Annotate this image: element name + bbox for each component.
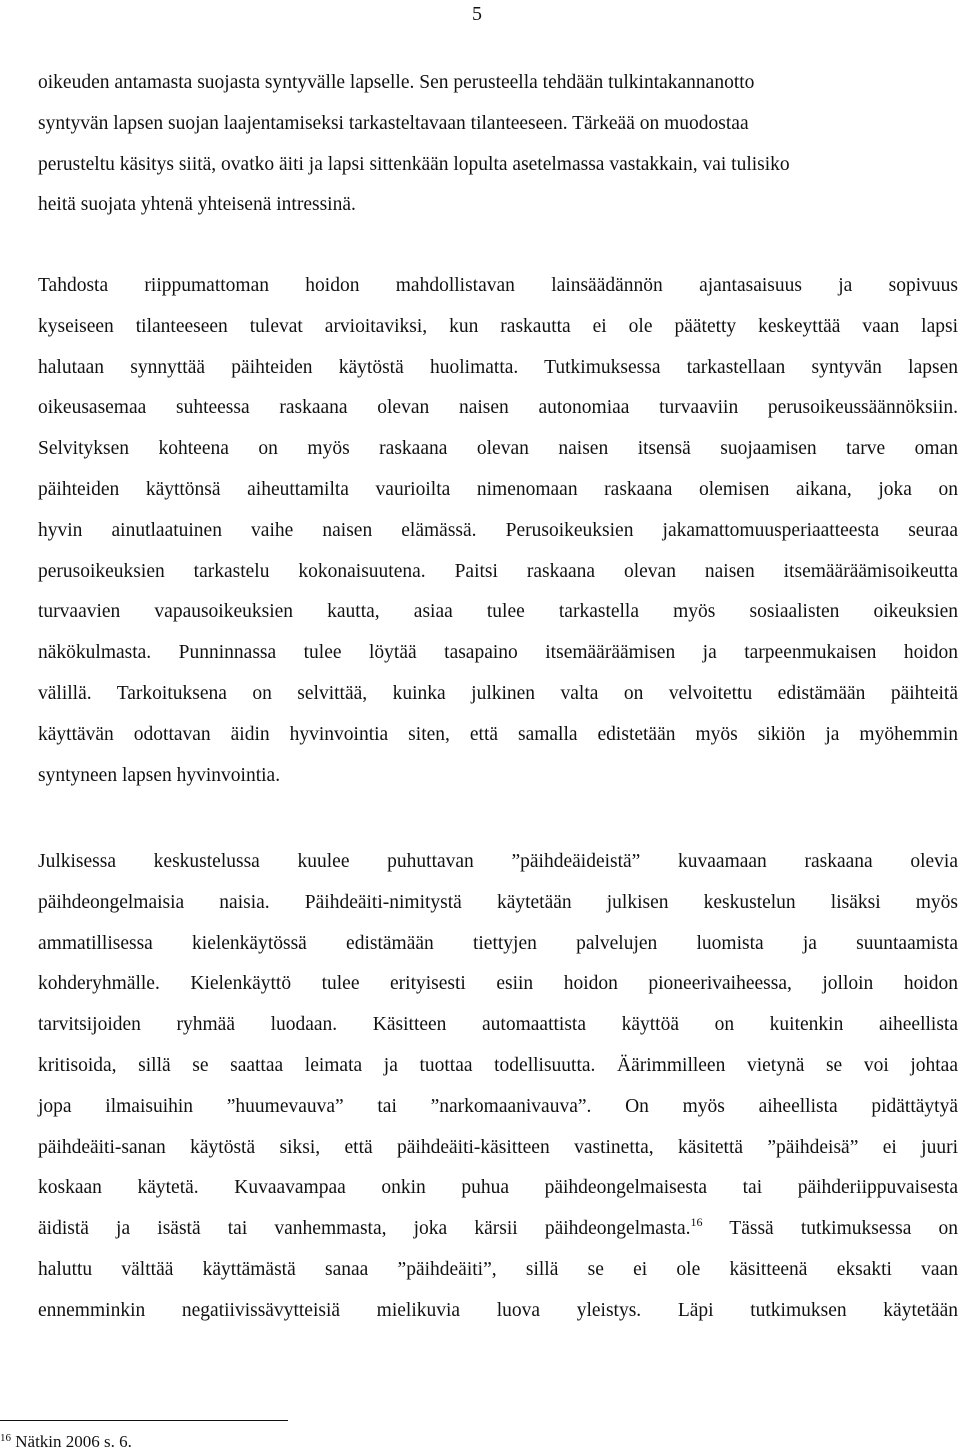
- paragraph-line: heitä suojata yhtenä yhteisenä intressinä.: [38, 194, 356, 216]
- footnote-divider: [0, 1420, 288, 1421]
- paragraph-2: [38, 266, 958, 796]
- paragraph-line: välillä. Tarkoituksena on selvittää, kuinka julkinen valta on velvoitettu edistämään päihteitä: [38, 682, 958, 704]
- paragraph-line: oikeusasemaa suhteessa raskaana olevan naisen autonomiaa turvaaviin perusoikeussäännöksiin.: [38, 397, 958, 419]
- paragraph-line: ammatillisessa kielenkäytössä edistämään tiettyjen palvelujen luomista ja suuntaamista: [38, 932, 958, 954]
- paragraph-line: turvaavien vapausoikeuksien kautta, asiaa tulee tarkastella myös sosiaalisten oikeuksien: [38, 601, 958, 623]
- paragraph-line: Tahdosta riippumattoman hoidon mahdollistavan lainsäädännön ajantasaisuus ja sopivuus: [38, 275, 958, 296]
- paragraph-line: perusteltu käsitys siitä, ovatko äiti ja lapsi sittenkään lopulta asetelmassa vastakkain, vai tulisiko: [38, 153, 790, 175]
- paragraph-line: kohderyhmälle. Kielenkäyttö tulee erityisesti esiin hoidon pioneerivaiheessa, jolloin hoidon: [38, 973, 958, 995]
- footnote-text: Nätkin 2006 s. 6.: [11, 1432, 132, 1451]
- line-text-after-footnote-ref: Tässä tutkimuksessa on: [702, 1218, 958, 1240]
- paragraph-line: tarvitsijoiden ryhmää luodaan. Käsitteen automaattista käyttöä on kuitenkin aiheellista: [38, 1014, 958, 1036]
- paragraph-line: syntyvän lapsen suojan laajentamiseksi tarkasteltavaan tilanteeseen. Tärkeää on muodostaa: [38, 112, 749, 134]
- paragraph-line: ennemminkin negatiivissävytteisiä mielikuvia luova yleistys. Läpi tutkimuksen käytetään: [38, 1299, 958, 1321]
- footnote-reference: 16: [690, 1215, 703, 1230]
- paragraph-line: päihteiden käyttönsä aiheuttamilta vaurioilta nimenomaan raskaana olemisen aikana, joka on: [38, 478, 958, 500]
- paragraph-line: näkökulmasta. Punninnassa tulee löytää tasapaino itsemääräämisen ja tarpeenmukaisen hoidon: [38, 642, 958, 664]
- paragraph-line-with-footnote-ref: [38, 1209, 958, 1250]
- paragraph-line: käyttävän odottavan äidin hyvinvointia siten, että samalla edistetään myös sikiön ja myöhemmin: [38, 723, 958, 745]
- paragraph-line: halutaan synnyttää päihteiden käytöstä huolimatta. Tutkimuksessa tarkastellaan syntyvän lapsen: [38, 356, 958, 378]
- paragraph-1: [38, 63, 958, 226]
- paragraph-line: koskaan käytetä. Kuvaavampaa onkin puhua päihdeongelmaisesta tai päihderiippuvaisesta: [38, 1177, 958, 1199]
- paragraph-line: hyvin ainutlaatuinen vaihe naisen elämässä. Perusoikeuksien jakamattomuusperiaatteesta seuraa: [38, 519, 958, 541]
- paragraph-line: kyseiseen tilanteeseen tulevat arvioitaviksi, kun raskautta ei ole päätetty keskeyttää vaan lapsi: [38, 315, 958, 337]
- paragraph-line: päihdeäiti-sanan käytöstä siksi, että päihdeäiti-käsitteen vastinetta, käsitettä ”päihdeisä” ei juuri: [38, 1136, 958, 1158]
- footnote: [0, 1431, 132, 1453]
- paragraph-3: [38, 842, 958, 1332]
- paragraph-line: kritisoida, sillä se saattaa leimata ja tuottaa todellisuutta. Äärimmilleen vietynä se voi johtaa: [38, 1054, 958, 1076]
- paragraph-line: Selvityksen kohteena on myös raskaana olevan naisen itsensä suojaamisen tarve oman: [38, 438, 958, 460]
- line-text-before-footnote-ref: äidistä ja isästä tai vanhemmasta, joka kärsii päihdeongelmasta.: [38, 1218, 691, 1240]
- paragraph-line: haluttu välttää käyttämästä sanaa ”päihdeäiti”, sillä se ei ole käsitteenä eksakti vaan: [38, 1258, 958, 1280]
- paragraph-line: syntyneen lapsen hyvinvointia.: [38, 764, 281, 786]
- page-number: 5: [472, 3, 482, 25]
- paragraph-line: jopa ilmaisuihin ”huumevauva” tai ”narkomaanivauva”. On myös aiheellista pidättäytyä: [38, 1095, 958, 1117]
- paragraph-line: Julkisessa keskustelussa kuulee puhuttavan ”päihdeäideistä” kuvaamaan raskaana olevia: [38, 851, 958, 872]
- footnote-number: 16: [0, 1432, 11, 1444]
- paragraph-line: päihdeongelmaisia naisia. Päihdeäiti-nimitystä käytetään julkisen keskustelun lisäksi myös: [38, 891, 958, 913]
- paragraph-line: oikeuden antamasta suojasta syntyvälle lapselle. Sen perusteella tehdään tulkintakannanotto: [38, 72, 755, 93]
- paragraph-line: perusoikeuksien tarkastelu kokonaisuutena. Paitsi raskaana olevan naisen itsemääräämisoikeutta: [38, 560, 958, 582]
